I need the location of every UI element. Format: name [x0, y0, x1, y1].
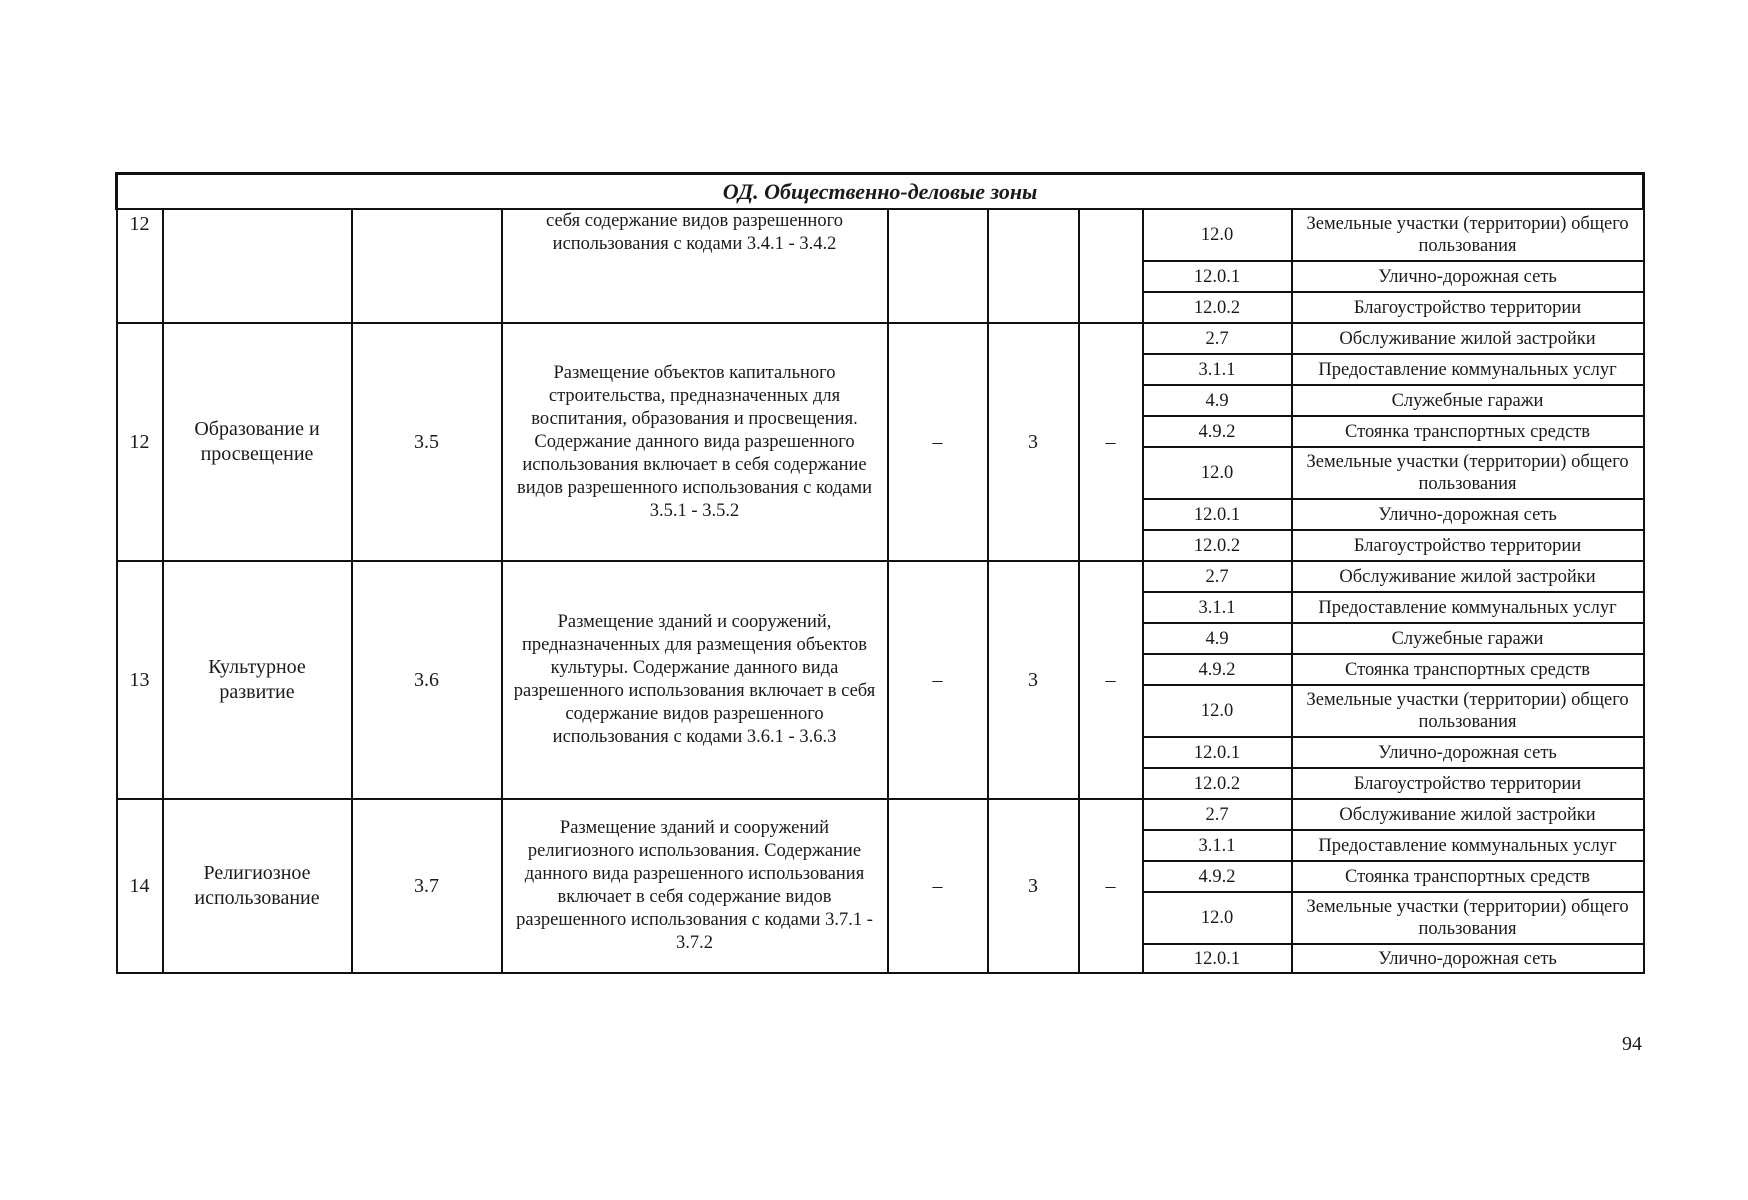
- row-name-cell: [163, 209, 352, 323]
- table-row: [117, 561, 1644, 592]
- row-col7-cell: [1079, 209, 1143, 323]
- sub-code-cell: 4.9.2: [1143, 416, 1292, 447]
- sub-name-cell: Благоустройство территории: [1292, 530, 1644, 561]
- sub-name-cell: Улично-дорожная сеть: [1292, 944, 1644, 973]
- row-col6-cell: 3: [988, 799, 1079, 973]
- sub-code-cell: 3.1.1: [1143, 354, 1292, 385]
- row-description-cell: Размещение зданий и сооружений, предназначенных для размещения объектов культуры. Содержание данного вида разрешенного использования включает в себя содержание видов разрешенного использования с кодами 3.6.1 - 3.6.3: [502, 561, 888, 799]
- sub-code-cell: 3.1.1: [1143, 830, 1292, 861]
- table-title: ОД. Общественно-деловые зоны: [117, 174, 1644, 210]
- sub-name-cell: Обслуживание жилой застройки: [1292, 561, 1644, 592]
- sub-name-cell: Стоянка транспортных средств: [1292, 416, 1644, 447]
- sub-name-cell: Стоянка транспортных средств: [1292, 654, 1644, 685]
- sub-name-cell: Улично-дорожная сеть: [1292, 261, 1644, 292]
- page-number: 94: [1622, 1033, 1642, 1055]
- sub-name-cell: Улично-дорожная сеть: [1292, 499, 1644, 530]
- row-code-cell: 3.6: [352, 561, 502, 799]
- row-col7-cell: –: [1079, 323, 1143, 561]
- row-number-cell: 12: [117, 209, 163, 323]
- sub-name-cell: Стоянка транспортных средств: [1292, 861, 1644, 892]
- sub-code-cell: 12.0.1: [1143, 944, 1292, 973]
- sub-name-cell: Обслуживание жилой застройки: [1292, 799, 1644, 830]
- sub-code-cell: 2.7: [1143, 799, 1292, 830]
- row-code-cell: 3.5: [352, 323, 502, 561]
- sub-name-cell: Улично-дорожная сеть: [1292, 737, 1644, 768]
- sub-name-cell: Земельные участки (территории) общего пользования: [1292, 685, 1644, 737]
- sub-code-cell: 2.7: [1143, 561, 1292, 592]
- sub-name-cell: Земельные участки (территории) общего пользования: [1292, 447, 1644, 499]
- sub-name-cell: Предоставление коммунальных услуг: [1292, 830, 1644, 861]
- row-description-cell: Размещение объектов капитального строительства, предназначенных для воспитания, образования и просвещения. Содержание данного вида разрешенного использования включает в себя содержание видов разрешенного использования с кодами 3.5.1 - 3.5.2: [502, 323, 888, 561]
- row-col5-cell: [888, 209, 988, 323]
- row-number-cell: 12: [117, 323, 163, 561]
- row-name-cell: Религиозное использование: [163, 799, 352, 973]
- row-description-cell: себя содержание видов разрешенного использования с кодами 3.4.1 - 3.4.2: [502, 209, 888, 323]
- row-name-cell: Культурное развитие: [163, 561, 352, 799]
- sub-code-cell: 12.0.1: [1143, 261, 1292, 292]
- sub-code-cell: 12.0.2: [1143, 530, 1292, 561]
- table-title-row: [117, 174, 1644, 210]
- sub-code-cell: 3.1.1: [1143, 592, 1292, 623]
- row-col6-cell: [988, 209, 1079, 323]
- sub-code-cell: 2.7: [1143, 323, 1292, 354]
- sub-name-cell: Земельные участки (территории) общего пользования: [1292, 892, 1644, 944]
- sub-code-cell: 4.9: [1143, 623, 1292, 654]
- zones-table: [115, 172, 1645, 974]
- sub-code-cell: 12.0: [1143, 209, 1292, 261]
- sub-code-cell: 12.0.2: [1143, 292, 1292, 323]
- sub-code-cell: 12.0.1: [1143, 499, 1292, 530]
- row-number-cell: 13: [117, 561, 163, 799]
- row-col6-cell: 3: [988, 323, 1079, 561]
- sub-code-cell: 4.9: [1143, 385, 1292, 416]
- table-row: [117, 323, 1644, 354]
- row-number-cell: 14: [117, 799, 163, 973]
- sub-name-cell: Благоустройство территории: [1292, 768, 1644, 799]
- sub-name-cell: Земельные участки (территории) общего пользования: [1292, 209, 1644, 261]
- sub-name-cell: Служебные гаражи: [1292, 623, 1644, 654]
- sub-code-cell: 12.0: [1143, 892, 1292, 944]
- row-code-cell: 3.7: [352, 799, 502, 973]
- sub-code-cell: 12.0.2: [1143, 768, 1292, 799]
- row-name-cell: Образование и просвещение: [163, 323, 352, 561]
- row-col7-cell: –: [1079, 561, 1143, 799]
- sub-name-cell: Предоставление коммунальных услуг: [1292, 354, 1644, 385]
- sub-code-cell: 12.0: [1143, 685, 1292, 737]
- row-col7-cell: –: [1079, 799, 1143, 973]
- row-col5-cell: –: [888, 561, 988, 799]
- sub-code-cell: 12.0.1: [1143, 737, 1292, 768]
- sub-name-cell: Служебные гаражи: [1292, 385, 1644, 416]
- sub-code-cell: 4.9.2: [1143, 861, 1292, 892]
- sub-name-cell: Обслуживание жилой застройки: [1292, 323, 1644, 354]
- sub-code-cell: 12.0: [1143, 447, 1292, 499]
- sub-code-cell: 4.9.2: [1143, 654, 1292, 685]
- row-col6-cell: 3: [988, 561, 1079, 799]
- sub-name-cell: Предоставление коммунальных услуг: [1292, 592, 1644, 623]
- table-row: [117, 799, 1644, 830]
- row-col5-cell: –: [888, 323, 988, 561]
- sub-name-cell: Благоустройство территории: [1292, 292, 1644, 323]
- row-code-cell: [352, 209, 502, 323]
- row-description-cell: Размещение зданий и сооружений религиозного использования. Содержание данного вида разрешенного использования включает в себя содержание видов разрешенного использования с кодами 3.7.1 - 3.7.2: [502, 799, 888, 973]
- table-row: [117, 209, 1644, 261]
- row-col5-cell: –: [888, 799, 988, 973]
